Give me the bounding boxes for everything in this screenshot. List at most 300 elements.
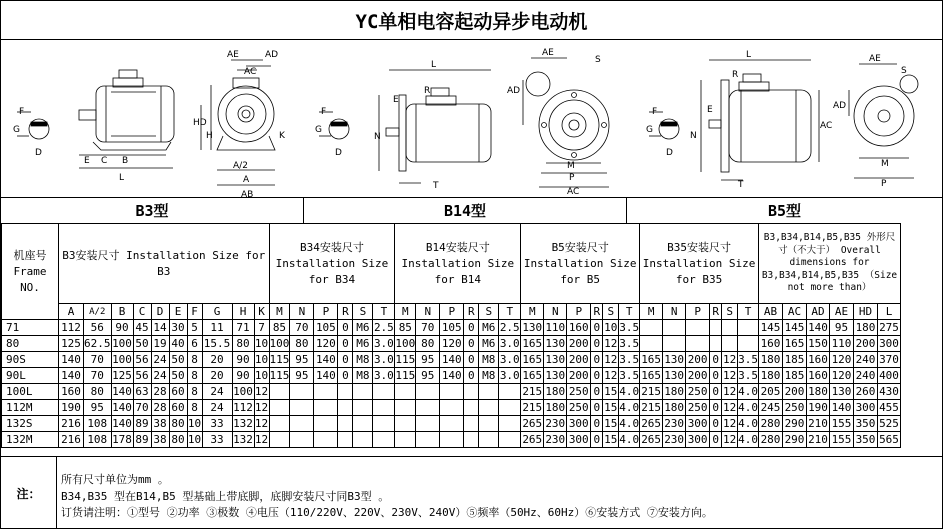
b5-dim-label: R [732,70,739,80]
value-cell: 10 [254,368,269,382]
value-cell: 140 [112,384,132,398]
value-cell [353,384,373,400]
value-cell: 12 [254,400,269,414]
value-cell: M8 [353,352,373,368]
b14-dim-label: L [431,60,437,70]
value-cell [722,336,738,352]
value-cell: 130 [545,352,566,366]
value-cell [440,416,464,432]
value-cell: 265 [641,416,662,430]
value-cell: 110 [830,336,854,352]
table-body [2,320,901,448]
value-cell [440,384,464,400]
value-cell [464,432,479,448]
value-cell: 230 [664,432,685,446]
value-cell [440,432,464,448]
value-cell: 260 [854,384,878,400]
value-cell [479,400,499,416]
column-header: M [395,304,416,320]
value-cell: 90 [232,352,254,368]
value-cell: 180 [759,352,783,368]
b14-dim-label: AD [507,86,521,96]
value-cell: 89 [133,432,151,448]
value-cell: 8 [187,384,202,400]
notes-section [1,456,942,529]
type-label-b14: B14型 [443,201,487,220]
value-cell: M8 [353,368,373,384]
value-cell: 0 [710,432,722,448]
value-cell: 70 [290,320,314,336]
value-cell: 3.0 [499,352,520,366]
b5-dim-label: L [746,50,752,60]
value-cell [710,320,722,336]
value-cell: 8 [187,352,202,368]
value-cell: 100 [112,352,132,366]
value-cell: 216 [59,432,84,448]
value-cell: 280 [759,432,783,448]
value-cell: 100 [112,336,132,350]
b3-dim-label: B [122,156,129,166]
column-header: H [232,304,254,320]
value-cell: 20 [202,352,232,368]
value-cell: 4.0 [738,432,758,446]
value-cell [373,384,395,400]
value-cell [499,384,521,400]
frame-cell: 132M [2,432,59,448]
value-cell: 145 [759,320,783,336]
value-cell: 85 [395,320,416,336]
value-cell: 90 [232,368,254,384]
b3-dim-label: A [243,175,250,185]
value-cell [464,384,479,400]
b5-dim-label: G [646,125,653,135]
value-cell: 6 [187,336,202,352]
value-cell [738,320,759,336]
value-cell: 15.5 [203,336,231,350]
value-cell: 70 [84,368,112,384]
value-cell: 132 [233,416,253,430]
b3-dim-label: AB [241,190,254,197]
value-cell [640,336,663,352]
value-cell [395,400,416,416]
b14-dim-label: AC [567,187,580,197]
column-header: N [290,304,314,320]
b3-motor-body [96,86,174,142]
b3-dim-label: K [279,131,285,141]
value-cell [269,400,290,416]
value-cell: 200 [686,352,710,368]
value-cell: 56 [133,368,151,384]
value-cell: 112 [59,320,84,336]
value-cell: 290 [783,416,807,432]
table-row [2,416,901,432]
value-cell [373,400,395,416]
column-header: P [686,304,710,320]
value-cell: 12 [723,368,737,382]
value-cell [314,400,338,416]
value-cell: 180 [808,384,828,398]
value-cell: 0 [591,320,603,336]
value-cell: 165 [522,336,543,350]
value-cell: 140 [830,400,854,416]
value-cell: 89 [133,416,151,432]
value-cell [738,336,759,352]
value-cell: 300 [567,432,591,448]
value-cell: 160 [759,336,783,352]
value-cell: 216 [59,416,84,432]
column-header: M [640,304,663,320]
value-cell: 80 [232,336,254,352]
notes-label: 注： [1,457,57,529]
value-cell: 245 [759,400,783,416]
value-cell [338,384,353,400]
value-cell: 200 [567,336,591,352]
value-cell: 12 [723,352,737,366]
value-cell: 5 [187,320,202,336]
table-row [2,432,901,448]
value-cell: 125 [112,368,132,382]
value-cell: 0 [591,432,603,448]
value-cell: 140 [59,352,84,368]
value-cell: 275 [879,320,899,334]
value-cell: 215 [522,384,543,398]
value-cell: 0 [710,400,722,416]
value-cell [710,336,722,352]
column-header: A/2 [84,304,112,320]
value-cell: 24 [202,400,232,416]
value-cell: 80 [169,416,187,432]
value-cell [464,400,479,416]
value-cell: 0 [338,320,353,336]
value-cell [290,384,314,400]
value-cell: 200 [567,368,591,384]
value-cell: 250 [567,400,591,416]
value-cell: 140 [808,320,828,334]
value-cell: 145 [783,320,807,336]
value-cell: 60 [169,384,187,400]
value-cell: 12 [254,384,269,398]
value-cell: 10 [254,336,269,350]
value-cell [416,384,440,400]
value-cell: 130 [664,368,685,382]
value-cell [440,400,464,416]
value-cell: 120 [440,336,464,352]
value-cell: 12 [723,432,737,446]
value-cell: 24 [151,352,169,368]
value-cell: 3.5 [619,336,640,350]
value-cell: 33 [202,432,232,448]
value-cell: 95 [84,400,112,416]
value-cell: 80 [84,384,112,400]
value-cell: 130 [522,320,543,334]
b5-drawing [649,60,918,180]
value-cell: 290 [783,432,807,448]
value-cell: 300 [567,416,591,432]
value-cell: 230 [545,416,566,430]
frame-cell: 71 [2,320,59,336]
value-cell: 0 [464,336,479,352]
column-header: AE [830,304,854,320]
b3-key [31,122,47,126]
column-header: AB [759,304,783,320]
value-cell: 155 [830,432,854,448]
value-cell: 24 [202,384,232,400]
value-cell: 3.5 [619,320,640,334]
value-cell: M6 [479,336,499,352]
b14-dim-label: AE [542,48,554,58]
value-cell: 95 [830,320,854,336]
value-cell [722,320,738,336]
value-cell: 120 [830,368,854,384]
value-cell [416,416,440,432]
column-header: N [416,304,440,320]
value-cell: 215 [522,400,543,414]
table-row [2,320,901,336]
column-header: S [353,304,373,320]
value-cell: 115 [395,368,416,382]
note-line-3: 订货请注明：①型号 ②功率 ③极数 ④电压（110/220V、220V、230V、240V）⑤频率（50Hz、60Hz）⑥安装方式 ⑦安装方向。 [61,506,713,519]
column-header: G [202,304,232,320]
column-header: N [663,304,686,320]
value-cell: 130 [830,384,854,400]
value-cell: 165 [522,352,543,366]
value-cell: 350 [854,416,878,432]
b14-group-header: B14安装尺寸 Installation Size for B14 [395,224,521,304]
frame-cell: 112M [2,400,59,416]
value-cell: 265 [522,432,543,446]
value-cell: 95 [416,352,440,368]
overall-group-header: B3,B34,B14,B5,B35 外形尺寸（不大于） Overall dimensions for B3,B34,B14,B5,B35 （Size not more than） [759,224,901,304]
value-cell: 12 [604,368,618,382]
value-cell: 3.5 [619,368,640,382]
value-cell: 200 [783,384,807,400]
column-header: F [187,304,202,320]
value-cell: 12 [604,352,618,366]
dimensions-table [1,223,901,448]
value-cell: 0 [710,368,722,384]
value-cell [290,400,314,416]
value-cell: 12 [723,400,737,414]
value-cell [373,416,395,432]
column-header: T [619,304,640,320]
column-header: R [338,304,353,320]
value-cell: 240 [854,368,878,384]
value-cell: 70 [416,320,440,336]
column-header: S [603,304,619,320]
value-cell: 230 [545,432,566,446]
value-cell: 130 [545,336,566,350]
value-cell [395,432,416,448]
value-cell: 100 [269,336,290,350]
value-cell: 0 [464,320,479,336]
value-cell: 0 [464,368,479,384]
value-cell: 11 [202,320,232,336]
table-row [2,384,901,400]
b34-group-header: B34安装尺寸 Installation Size for B34 [269,224,395,304]
table-row [2,352,901,368]
value-cell: 12 [254,416,269,430]
value-cell: 160 [808,352,828,366]
value-cell: 0 [591,352,603,368]
value-cell: 24 [151,368,169,384]
value-cell: 400 [879,368,899,382]
value-cell [464,416,479,432]
value-cell: 3.0 [499,336,520,350]
column-header: P [440,304,464,320]
value-cell [373,432,395,448]
b5-dim-label: AD [833,101,847,111]
b5-group-header: B5安装尺寸 Installation Size for B5 [521,224,640,304]
value-cell: 95 [290,352,314,368]
column-header: D [151,304,169,320]
value-cell: 370 [879,352,899,366]
b5-dim-label: AC [820,121,833,131]
value-cell: 4.0 [738,416,758,430]
value-cell: 250 [783,400,807,416]
value-cell: 0 [591,384,603,400]
value-cell: 90 [111,320,133,336]
value-cell: 230 [664,416,685,430]
value-cell: 132 [233,432,253,446]
drawings-area [1,40,942,197]
value-cell: 28 [151,384,169,400]
value-cell [686,320,710,336]
b5-front-circle [854,86,914,146]
value-cell: 33 [202,416,232,432]
value-cell: 300 [854,400,878,416]
value-cell: 160 [567,320,591,336]
value-cell: 95 [416,368,440,384]
b35-group-header: B35安装尺寸 Installation Size for B35 [640,224,759,304]
value-cell: 4.0 [619,432,640,446]
value-cell: 80 [290,336,314,352]
value-cell [338,416,353,432]
value-cell: 165 [783,336,807,352]
note-line-1: 所有尺寸单位为mm 。 [61,473,169,486]
value-cell: 50 [169,368,187,384]
value-cell: 0 [710,384,722,400]
value-cell: 3.0 [499,368,520,382]
b5-dim-label: T [738,180,744,190]
type-label-b3: B3型 [135,201,169,220]
table-row [2,336,901,352]
column-header: K [254,304,269,320]
b5-dim-label: D [666,148,673,158]
b3-dim-label: F [19,107,25,117]
value-cell: 40 [169,336,187,352]
value-cell: 215 [641,400,662,414]
value-cell: 12 [254,432,269,446]
value-cell [479,432,499,448]
column-header: B [111,304,133,320]
value-cell [290,432,314,448]
value-cell: 70 [133,400,151,416]
value-cell: 265 [641,432,662,446]
frame-cell: 100L [2,384,59,400]
value-cell: 190 [59,400,84,416]
value-cell: 210 [808,416,828,430]
value-cell: 100 [233,384,253,398]
b3-dim-label: G [13,125,20,135]
value-cell: 7 [254,320,269,336]
value-cell: 110 [545,320,566,334]
value-cell: 108 [84,432,112,448]
value-cell: 105 [440,320,464,336]
value-cell: 10 [604,320,618,334]
value-cell: 0 [464,352,479,368]
value-cell: 565 [879,432,899,446]
value-cell: M6 [353,320,373,336]
column-header: T [738,304,759,320]
value-cell [640,320,663,336]
value-cell: 3.5 [619,352,640,366]
value-cell: 140 [314,368,338,384]
value-cell: 15 [604,384,618,398]
value-cell: 2.5 [373,320,394,334]
value-cell: 30 [169,320,187,336]
b3-dim-label: H [206,131,213,141]
value-cell [663,320,686,336]
value-cell: 140 [112,416,132,430]
value-cell: 430 [879,384,899,398]
value-cell: 80 [169,432,187,448]
value-cell: 38 [151,432,169,448]
frame-header: 机座号 Frame NO. [2,224,59,320]
value-cell: 180 [545,384,566,398]
value-cell: 280 [759,416,783,432]
b5-dim-label: AE [869,54,881,64]
value-cell [499,400,521,416]
value-cell: 0 [591,400,603,416]
value-cell: 120 [830,352,854,368]
value-cell: 56 [84,320,112,336]
b3-dim-label: AC [244,67,257,77]
frame-cell: 90S [2,352,59,368]
b14-dim-label: D [335,148,342,158]
value-cell: 140 [112,400,132,414]
column-header: L [878,304,901,320]
b14-dim-label: T [433,181,439,191]
value-cell [269,432,290,448]
value-cell: 70 [84,352,112,368]
value-cell: 165 [641,352,662,366]
type-label-b5: B5型 [767,201,802,220]
column-header: M [269,304,290,320]
column-header: S [722,304,738,320]
value-cell: M8 [479,352,499,368]
value-cell: M8 [479,368,499,384]
value-cell: 200 [686,368,710,384]
value-cell: 0 [338,352,353,368]
value-cell: 8 [187,368,202,384]
value-cell: 165 [522,368,543,382]
value-cell [290,416,314,432]
b14-dim-label: N [374,132,381,142]
value-cell: 210 [808,432,828,446]
column-header: P [314,304,338,320]
value-cell: 45 [133,320,151,336]
column-header: T [373,304,395,320]
value-cell [314,416,338,432]
value-cell [479,384,499,400]
value-cell: 63 [133,384,151,400]
value-cell [499,416,521,432]
value-cell: 3.0 [373,352,394,366]
b3-dim-label: L [119,173,125,183]
value-cell: 455 [879,400,899,414]
value-cell [353,400,373,416]
b3-dim-label: C [101,156,108,166]
